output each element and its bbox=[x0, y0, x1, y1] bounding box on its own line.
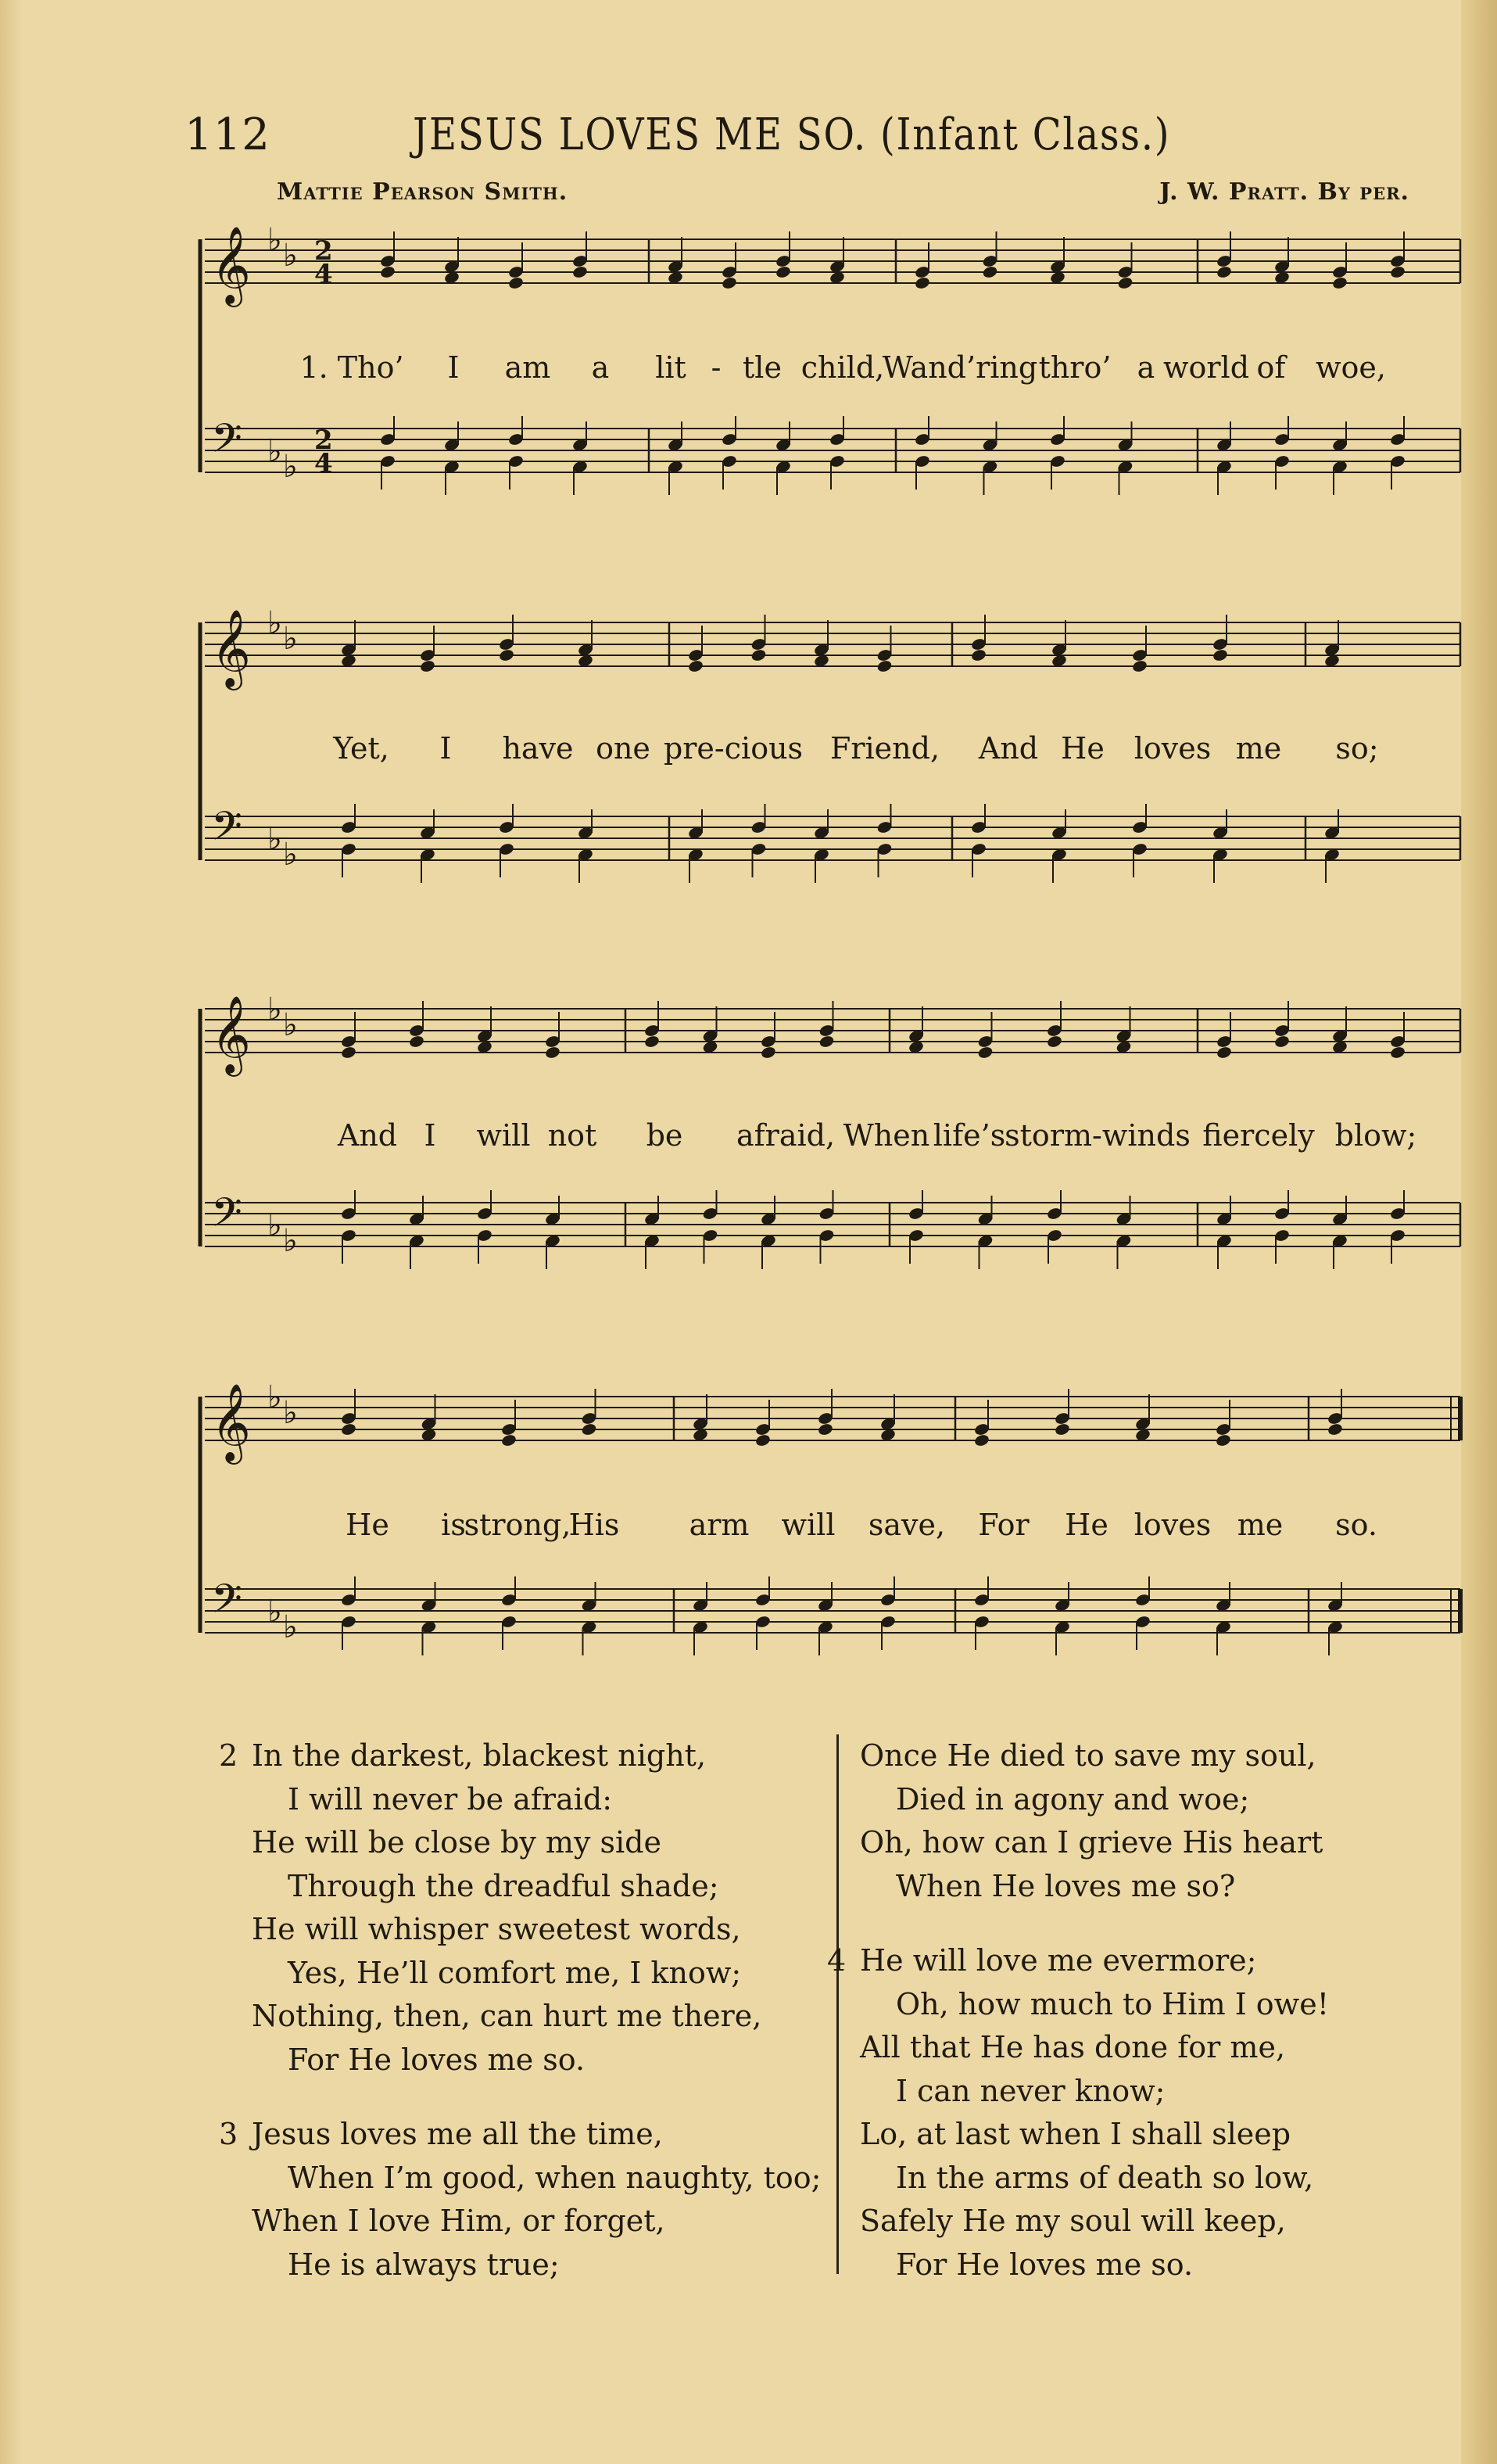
note-head bbox=[977, 1045, 994, 1060]
stanza-number: 2 bbox=[219, 1738, 238, 1773]
lyric-syllable: 1. Tho’ bbox=[299, 350, 404, 385]
note-head bbox=[1212, 648, 1228, 662]
bass-clef-icon: 𝄢 bbox=[211, 414, 242, 472]
flat-icon: ♭ bbox=[267, 605, 282, 641]
lyric-syllable: so. bbox=[1335, 1508, 1377, 1542]
note-head bbox=[1054, 1422, 1070, 1436]
time-signature-top: 2 bbox=[314, 425, 333, 456]
note-head bbox=[408, 1035, 424, 1049]
stanza-number: 3 bbox=[219, 2117, 238, 2151]
verses-left-column bbox=[219, 1734, 822, 2318]
lyric-syllable: have bbox=[502, 731, 574, 766]
flat-icon: ♭ bbox=[267, 1207, 282, 1243]
note-head bbox=[876, 659, 893, 673]
note-head bbox=[500, 1433, 517, 1447]
lyric-row-1 bbox=[0, 350, 1497, 389]
lyric-row-2 bbox=[0, 731, 1497, 770]
bass-clef-icon: 𝄢 bbox=[211, 1189, 242, 1246]
lyric-syllable: loves bbox=[1133, 1508, 1212, 1542]
lyric-syllable: And bbox=[337, 1118, 398, 1153]
lyric-syllable: be bbox=[646, 1118, 683, 1153]
score-notation bbox=[200, 222, 1460, 1655]
note-head bbox=[982, 265, 998, 279]
lyric-syllable: He bbox=[1065, 1508, 1108, 1542]
time-signature-bottom: 4 bbox=[314, 259, 333, 290]
flat-icon: ♭ bbox=[283, 449, 298, 485]
verse-text: Jesus loves me all the time, bbox=[252, 2117, 663, 2151]
verse-line bbox=[219, 1734, 813, 1778]
lyric-syllable: - bbox=[711, 350, 722, 385]
flat-icon: ♭ bbox=[283, 1223, 298, 1259]
note-head bbox=[1046, 1035, 1062, 1049]
treble-clef-icon: 𝄞 bbox=[211, 995, 251, 1074]
note-head bbox=[340, 1422, 356, 1436]
note-head bbox=[817, 1422, 833, 1436]
verse-line: I will never be afraid: bbox=[288, 1781, 613, 1817]
verse-line: Lo, at last when I shall sleep bbox=[860, 2117, 1291, 2151]
note-head bbox=[818, 1035, 835, 1049]
stanza-3-continued bbox=[860, 1734, 1454, 1908]
lyric-syllable: Friend, bbox=[829, 731, 940, 766]
lyric-syllable: I bbox=[424, 1118, 436, 1153]
flat-icon: ♭ bbox=[267, 1594, 282, 1630]
lyric-syllable: And bbox=[978, 731, 1039, 766]
note-head bbox=[973, 1433, 990, 1447]
note-head bbox=[379, 265, 396, 279]
verse-line: When He loves me so? bbox=[896, 1868, 1236, 1903]
flat-icon: ♭ bbox=[267, 992, 282, 1028]
flat-icon: ♭ bbox=[283, 238, 298, 274]
note-head bbox=[571, 265, 588, 279]
lyric-syllable: storm-winds bbox=[1005, 1118, 1191, 1153]
time-signature-bottom: 4 bbox=[314, 448, 333, 479]
note-head bbox=[1215, 1433, 1231, 1447]
lyric-syllable: afraid, bbox=[736, 1118, 836, 1153]
lyric-syllable: I bbox=[439, 731, 452, 766]
note-head bbox=[1331, 276, 1348, 290]
bass-clef-icon: 𝄢 bbox=[211, 1575, 242, 1632]
lyric-syllable: child, bbox=[800, 350, 885, 385]
stanza-number: 4 bbox=[827, 1943, 847, 1978]
lyric-syllable: a bbox=[591, 350, 610, 385]
flat-icon: ♭ bbox=[283, 1395, 298, 1431]
hymn-title-main: JESUS LOVES ME SO. bbox=[413, 109, 867, 160]
note-head bbox=[1131, 659, 1148, 673]
lyric-syllable: loves bbox=[1133, 731, 1212, 766]
lyric-syllable: pre-cious bbox=[663, 731, 804, 766]
note-head bbox=[754, 1433, 771, 1447]
verse-line: Safely He my soul will keep, bbox=[860, 2204, 1286, 2238]
lyric-syllable: will bbox=[781, 1508, 836, 1542]
lyric-syllable: blow; bbox=[1334, 1118, 1417, 1153]
flat-icon: ♭ bbox=[283, 1609, 298, 1645]
note-head bbox=[750, 648, 767, 662]
lyric-syllable: am bbox=[504, 350, 551, 385]
verse-text: He will love me evermore; bbox=[860, 1943, 1257, 1978]
permission-note: By per. bbox=[1317, 178, 1409, 206]
flat-icon: ♭ bbox=[267, 821, 282, 857]
verse-line: He is always true; bbox=[288, 2247, 560, 2282]
verse-line: I can never know; bbox=[896, 2073, 1166, 2108]
flat-icon: ♭ bbox=[283, 1007, 298, 1043]
lyric-syllable: His bbox=[568, 1508, 620, 1542]
lyric-syllable: one bbox=[596, 731, 650, 766]
treble-clef-icon: 𝄞 bbox=[211, 609, 251, 687]
note-head bbox=[970, 648, 987, 662]
verse-line: Oh, how much to Him I owe! bbox=[896, 1986, 1329, 2021]
lyric-syllable: I bbox=[447, 350, 460, 385]
stanza-2 bbox=[219, 1734, 813, 2082]
note-head bbox=[687, 659, 704, 673]
note-head bbox=[1216, 1045, 1232, 1060]
note-head bbox=[340, 1045, 356, 1060]
verse-line: He will whisper sweetest words, bbox=[252, 1912, 741, 1946]
note-head bbox=[1216, 265, 1232, 279]
lyric-syllable: me bbox=[1237, 1508, 1284, 1542]
lyric-syllable: woe, bbox=[1316, 350, 1386, 385]
lyric-syllable: Wand’ring bbox=[882, 350, 1038, 385]
lyric-syllable: will bbox=[476, 1118, 531, 1153]
lyric-syllable: of bbox=[1256, 350, 1286, 385]
lyric-syllable: lit bbox=[655, 350, 686, 385]
note-head bbox=[760, 1045, 776, 1060]
verse-line: All that He has done for me, bbox=[860, 2030, 1286, 2064]
flat-icon: ♭ bbox=[283, 621, 298, 657]
verses-right-column bbox=[827, 1734, 1454, 2318]
verse-line: In the arms of death so low, bbox=[896, 2160, 1314, 2195]
flat-icon: ♭ bbox=[267, 433, 282, 469]
hymn-title-subtitle: (Infant Class.) bbox=[879, 109, 1171, 160]
lyric-syllable: life’s bbox=[933, 1118, 1006, 1153]
verse-line: For He loves me so. bbox=[288, 2042, 586, 2077]
verse-text: In the darkest, blackest night, bbox=[252, 1738, 707, 1773]
note-head bbox=[1117, 276, 1133, 290]
note-head bbox=[544, 1045, 560, 1060]
lyric-syllable: tle bbox=[743, 350, 782, 385]
composer-name: J. W. Pratt. bbox=[1159, 178, 1309, 206]
lyric-syllable: is bbox=[441, 1508, 466, 1542]
verse-line: For He loves me so. bbox=[896, 2247, 1194, 2282]
note-head bbox=[1273, 1035, 1290, 1049]
verse-line bbox=[219, 2113, 813, 2157]
note-head bbox=[1389, 1045, 1406, 1060]
note-head bbox=[498, 648, 514, 662]
lyric-syllable: fiercely bbox=[1202, 1118, 1315, 1153]
note-head bbox=[643, 1035, 660, 1049]
lyric-syllable: me bbox=[1235, 731, 1282, 766]
note-head bbox=[581, 1422, 597, 1436]
lyric-syllable: strong, bbox=[464, 1508, 571, 1542]
lyric-row-3 bbox=[0, 1118, 1497, 1157]
time-signature-top: 2 bbox=[314, 235, 333, 267]
lyric-syllable: thro’ bbox=[1038, 350, 1112, 385]
flat-icon: ♭ bbox=[267, 1379, 282, 1415]
note-head bbox=[1327, 1422, 1343, 1436]
lyricist-credit: Mattie Pearson Smith. bbox=[277, 178, 568, 206]
lyric-syllable: save, bbox=[868, 1508, 946, 1542]
verse-line: When I love Him, or forget, bbox=[252, 2204, 665, 2238]
lyric-syllable: When bbox=[843, 1118, 930, 1153]
verse-line: Once He died to save my soul, bbox=[860, 1738, 1316, 1773]
page-number: 112 bbox=[184, 109, 270, 160]
note-head bbox=[1389, 265, 1406, 279]
lyric-row-4 bbox=[0, 1508, 1497, 1547]
note-head bbox=[721, 276, 737, 290]
lyric-syllable: arm bbox=[689, 1508, 750, 1542]
verse-line bbox=[827, 1939, 1454, 1983]
flat-icon: ♭ bbox=[283, 837, 298, 873]
verse-line: Died in agony and woe; bbox=[896, 1781, 1250, 1817]
lyric-syllable: world bbox=[1162, 350, 1250, 385]
note-head bbox=[775, 265, 791, 279]
verse-line: When I’m good, when naughty, too; bbox=[288, 2160, 822, 2195]
lyric-syllable: not bbox=[547, 1118, 597, 1153]
stanza-4 bbox=[827, 1939, 1454, 2286]
flat-icon: ♭ bbox=[267, 222, 282, 258]
lyric-syllable: For bbox=[978, 1508, 1030, 1542]
lyric-syllable: He bbox=[1061, 731, 1105, 766]
verse-line: Through the dreadful shade; bbox=[288, 1868, 719, 1903]
verse-line: Yes, He’ll comfort me, I know; bbox=[288, 1955, 742, 1990]
verses-section bbox=[219, 1734, 1423, 2297]
treble-clef-icon: 𝄞 bbox=[211, 226, 251, 304]
treble-clef-icon: 𝄞 bbox=[211, 1383, 251, 1462]
lyric-syllable: a bbox=[1137, 350, 1155, 385]
note-head bbox=[914, 276, 930, 290]
verse-line: He will be close by my side bbox=[252, 1825, 661, 1860]
note-head bbox=[507, 276, 524, 290]
lyric-syllable: He bbox=[346, 1508, 389, 1542]
bass-clef-icon: 𝄢 bbox=[211, 802, 242, 859]
stanza-3 bbox=[219, 2113, 822, 2286]
verse-line: Oh, how can I grieve His heart bbox=[860, 1825, 1323, 1860]
lyric-syllable: so; bbox=[1335, 731, 1379, 766]
lyric-syllable: Yet, bbox=[333, 731, 389, 766]
verse-line: Nothing, then, can hurt me there, bbox=[252, 1999, 762, 2033]
note-head bbox=[419, 659, 435, 673]
